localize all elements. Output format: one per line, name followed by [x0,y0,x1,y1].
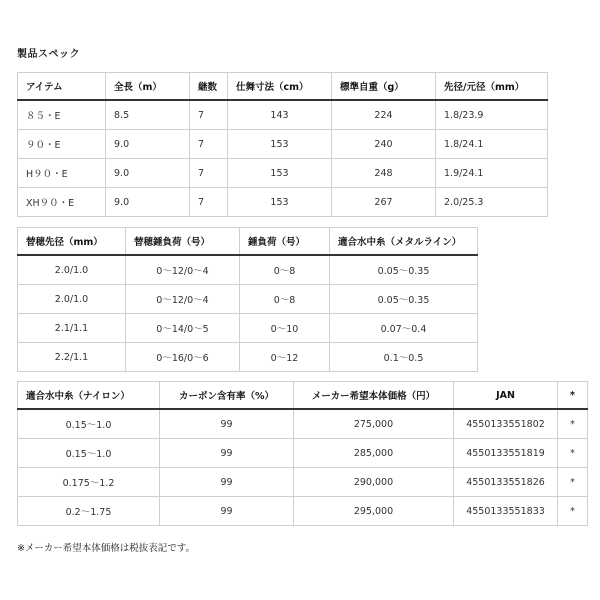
cell-tip-sinker-load: 0～14/0～5 [126,314,240,343]
cell-weight: 240 [332,130,436,159]
cell-tip-sinker-load: 0～12/0～4 [126,255,240,285]
cell-diameter: 1.9/24.1 [436,159,548,188]
table-header-row [18,228,478,256]
header-weight: 標準自重（g） [332,73,436,101]
header-diameter: 先径/元径（mm） [436,73,548,101]
table-row [18,255,478,285]
cell-carbon-content: 99 [160,439,294,468]
cell-carbon-content: 99 [160,409,294,439]
cell-price: 290,000 [294,468,454,497]
cell-closed-length: 153 [228,188,332,217]
header-sections: 継数 [190,73,228,101]
table-row [18,130,548,159]
cell-diameter: 1.8/24.1 [436,130,548,159]
cell-closed-length: 153 [228,130,332,159]
cell-asterisk: * [558,409,588,439]
cell-metal-line: 0.07～0.4 [330,314,478,343]
cell-sections: 7 [190,100,228,130]
header-carbon-content: カーボン含有率（%） [160,382,294,410]
cell-tip-sinker-load: 0～12/0～4 [126,285,240,314]
cell-length: 9.0 [106,188,190,217]
cell-jan: 4550133551819 [454,439,558,468]
cell-item: ８５・E [18,100,106,130]
header-price: メーカー希望本体価格（円） [294,382,454,410]
header-asterisk: * [558,382,588,410]
cell-carbon-content: 99 [160,468,294,497]
cell-length: 9.0 [106,159,190,188]
cell-tip-diameter: 2.2/1.1 [18,343,126,372]
cell-price: 295,000 [294,497,454,526]
cell-jan: 4550133551802 [454,409,558,439]
cell-nylon-line: 0.15～1.0 [18,409,160,439]
cell-sinker-load: 0～8 [240,285,330,314]
header-metal-line: 適合水中糸（メタルライン） [330,228,478,256]
spec-table-tips [17,227,478,372]
table-row [18,497,588,526]
cell-price: 285,000 [294,439,454,468]
cell-carbon-content: 99 [160,497,294,526]
cell-weight: 267 [332,188,436,217]
header-sinker-load: 錘負荷（号） [240,228,330,256]
cell-weight: 224 [332,100,436,130]
cell-weight: 248 [332,159,436,188]
cell-item: H９０・E [18,159,106,188]
header-tip-sinker-load: 替穂錘負荷（号） [126,228,240,256]
table-row [18,285,478,314]
cell-diameter: 1.8/23.9 [436,100,548,130]
spec-table-basic [17,72,548,217]
cell-nylon-line: 0.175～1.2 [18,468,160,497]
cell-tip-sinker-load: 0～16/0～6 [126,343,240,372]
spec-table-price [17,381,588,526]
table-row [18,409,588,439]
cell-metal-line: 0.05～0.35 [330,285,478,314]
cell-tip-diameter: 2.0/1.0 [18,255,126,285]
cell-metal-line: 0.1～0.5 [330,343,478,372]
table-row [18,439,588,468]
header-tip-diameter: 替穂先径（mm） [18,228,126,256]
header-item: アイテム [18,73,106,101]
header-closed-length: 仕舞寸法（cm） [228,73,332,101]
cell-jan: 4550133551826 [454,468,558,497]
cell-length: 8.5 [106,100,190,130]
cell-item: ９０・E [18,130,106,159]
cell-diameter: 2.0/25.3 [436,188,548,217]
cell-sections: 7 [190,130,228,159]
page-title: 製品スペック [17,49,80,60]
cell-asterisk: * [558,497,588,526]
cell-nylon-line: 0.15～1.0 [18,439,160,468]
cell-item: XH９０・E [18,188,106,217]
header-nylon-line: 適合水中糸（ナイロン） [18,382,160,410]
cell-metal-line: 0.05～0.35 [330,255,478,285]
cell-tip-diameter: 2.1/1.1 [18,314,126,343]
cell-length: 9.0 [106,130,190,159]
cell-sections: 7 [190,188,228,217]
cell-nylon-line: 0.2～1.75 [18,497,160,526]
table-row [18,100,548,130]
cell-sinker-load: 0～12 [240,343,330,372]
cell-sections: 7 [190,159,228,188]
table-row [18,468,588,497]
price-note: ※メーカー希望本体価格は税抜表記です。 [17,543,196,554]
cell-sinker-load: 0～10 [240,314,330,343]
cell-closed-length: 153 [228,159,332,188]
cell-sinker-load: 0～8 [240,255,330,285]
cell-asterisk: * [558,439,588,468]
cell-closed-length: 143 [228,100,332,130]
table-row [18,343,478,372]
table-header-row [18,73,548,101]
cell-jan: 4550133551833 [454,497,558,526]
cell-tip-diameter: 2.0/1.0 [18,285,126,314]
table-row [18,314,478,343]
header-length: 全長（m） [106,73,190,101]
cell-asterisk: * [558,468,588,497]
table-header-row [18,382,588,410]
header-jan: JAN [454,382,558,410]
table-row [18,188,548,217]
table-row [18,159,548,188]
cell-price: 275,000 [294,409,454,439]
